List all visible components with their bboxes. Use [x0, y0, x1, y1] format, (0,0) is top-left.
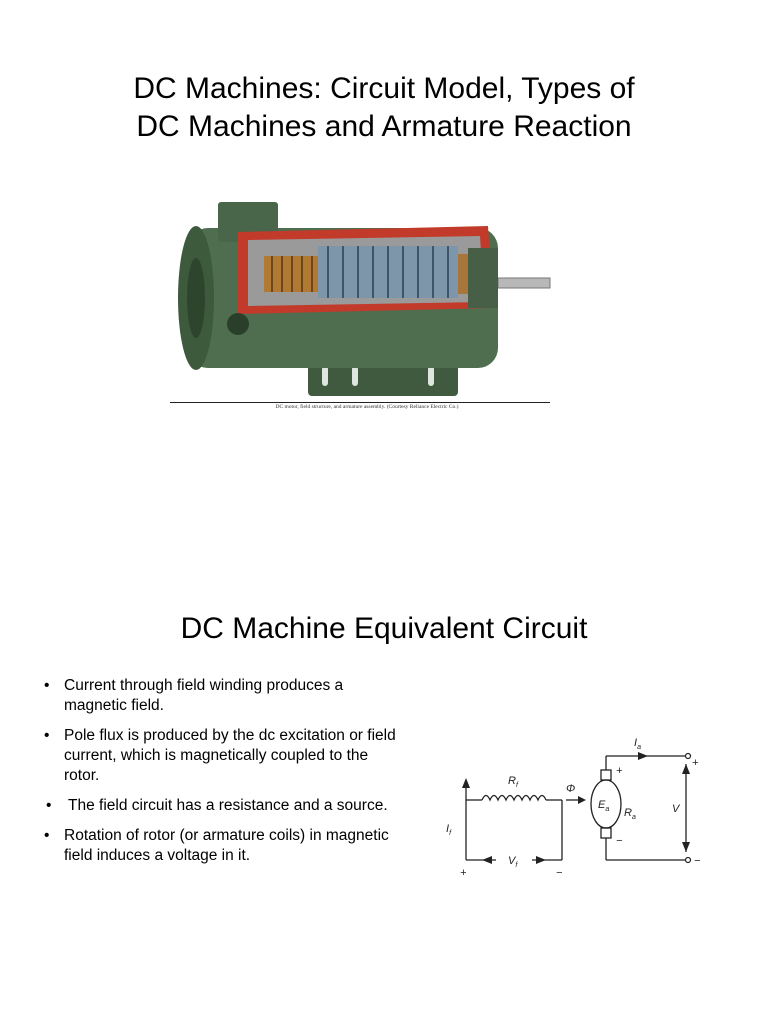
slide-1-title — [0, 70, 768, 146]
v-label: V — [672, 803, 680, 815]
vf-arrow-right — [536, 856, 546, 864]
field-plus-label: + — [460, 867, 467, 879]
bullet-dot: • — [44, 827, 50, 844]
v-arrow-down — [682, 842, 690, 852]
v-arrow-up — [682, 764, 690, 774]
armature-minus-label: − — [616, 835, 623, 847]
field-minus-label: − — [556, 867, 563, 879]
bullet-item: • Pole flux is produced by the dc excitation or field current, which is magnetically coupled to the rotor. — [44, 727, 396, 784]
armature-plus-label: + — [616, 765, 623, 777]
terminal-minus-label: − — [694, 855, 701, 867]
phi-label: Φ — [566, 783, 576, 795]
ia-label: $I_a$ — [634, 737, 641, 751]
bullet-list — [42, 676, 402, 876]
if-arrow-head — [462, 778, 470, 788]
ra-label: $R_a$ — [624, 807, 636, 821]
bullet-dot: • — [44, 677, 50, 694]
dc-motor-cutaway-image — [168, 198, 566, 414]
ia-arrow-head — [638, 752, 648, 760]
caption-rule — [170, 402, 550, 403]
vf-label: $V_f$ — [508, 855, 518, 869]
bullet-dot: • — [46, 797, 52, 814]
slide-2-title: DC Machine Equivalent Circuit — [180, 612, 588, 645]
armature-circle — [591, 780, 621, 828]
slide-2 — [0, 512, 768, 1024]
top-brush — [601, 770, 611, 780]
title-line-2: DC Machines and Armature Reaction — [136, 110, 632, 143]
title-line-1: DC Machines: Circuit Model, Types of — [133, 72, 635, 105]
bullet-item: • Current through field winding produces a magnetic field. — [44, 677, 344, 714]
top-terminal — [686, 754, 691, 759]
bullet-dot: • — [44, 727, 50, 744]
ea-label: $E_a$ — [598, 799, 610, 813]
bullet-item: • The field circuit has a resistance and a source. — [46, 797, 388, 814]
field-winding-coil — [482, 796, 546, 801]
bullet-item: • Rotation of rotor (or armature coils) in magnetic field induces a voltage in it. — [44, 827, 389, 864]
if-label: $I_f$ — [446, 823, 452, 837]
vf-arrow-left — [482, 856, 492, 864]
bottom-terminal — [686, 858, 691, 863]
bottom-brush — [601, 828, 611, 838]
photo-caption: DC motor, field structure, and armature assembly. (Courtesy Reliance Electric Co.) — [275, 404, 459, 410]
terminal-plus-label: + — [692, 757, 699, 769]
equivalent-circuit-diagram — [438, 720, 728, 880]
phi-arrow-head — [578, 796, 586, 804]
rf-label: $R_f$ — [508, 775, 518, 789]
